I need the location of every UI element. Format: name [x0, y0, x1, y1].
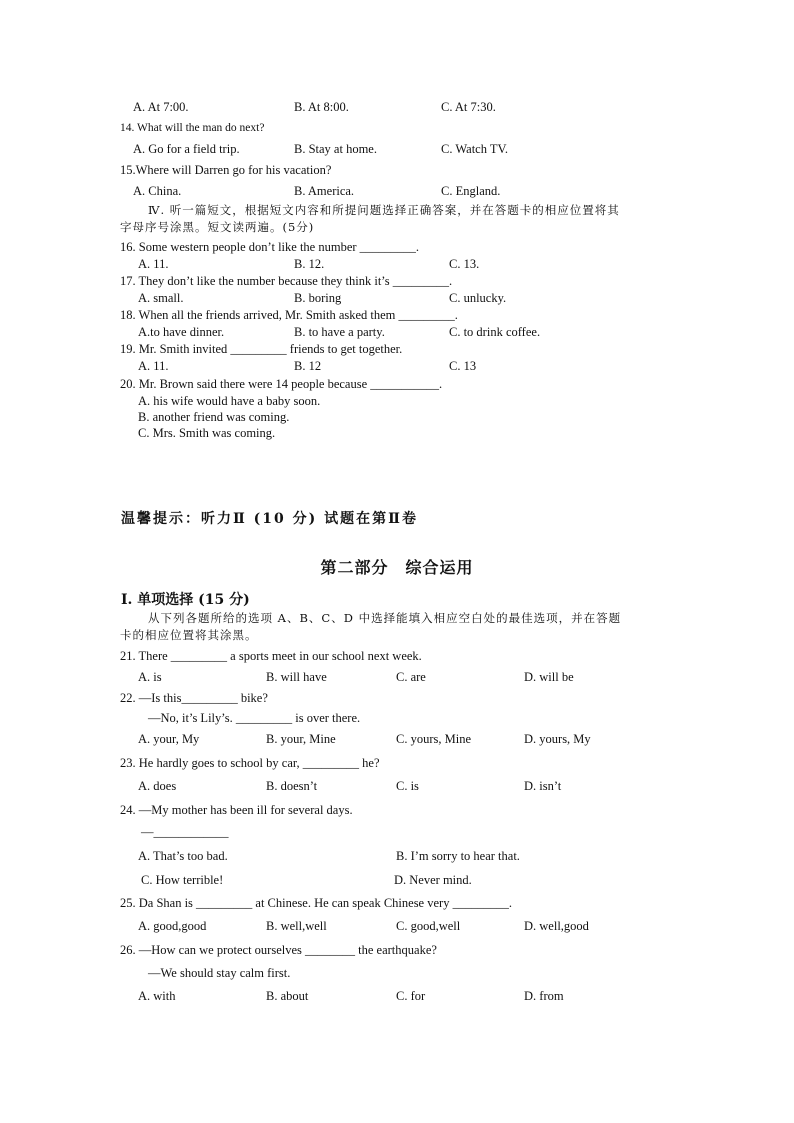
q14-question: 14. What will the man do next?	[120, 122, 265, 134]
q21-option-c: C. are	[396, 670, 426, 684]
q18-option-c: C. to drink coffee.	[449, 325, 541, 339]
q24-option-b: B. I’m sorry to hear that.	[396, 849, 520, 863]
q14-option-c: C. Watch TV.	[441, 142, 509, 156]
q24-option-d: D. Never mind.	[394, 873, 472, 887]
q23-option-d: D. isn’t	[524, 779, 562, 793]
q20-option-a: A. his wife would have a baby soon.	[138, 394, 321, 408]
q20-question: 20. Mr. Brown said there were 14 people because ___________.	[120, 377, 443, 391]
q23-question: 23. He hardly goes to school by car, _________ he?	[120, 756, 380, 770]
q21-option-d: D. will be	[524, 670, 574, 684]
q22-question: 22. —Is this_________ bike?	[120, 691, 268, 705]
q21-question: 21. There _________ a sports meet in our school next week.	[120, 649, 422, 663]
section1-instructions-line1: 从下列各题所给的选项 A、B、C、D 中选择能填入相应空白处的最佳选项，并在答题	[148, 611, 622, 625]
q17-option-a: A. small.	[138, 291, 184, 305]
q18-option-a: A.to have dinner.	[138, 325, 225, 339]
q19-question: 19. Mr. Smith invited _________ friends to get together.	[120, 342, 403, 356]
q26-response: —We should stay calm first.	[148, 966, 291, 980]
q25-option-b: B. well,well	[266, 919, 327, 933]
q15-option-b: B. America.	[294, 184, 355, 198]
q26-option-a: A. with	[138, 989, 176, 1003]
q13-option-c: C. At 7:30.	[441, 100, 496, 114]
q26-question: 26. —How can we protect ourselves ________ the earthquake?	[120, 943, 437, 957]
q24-response-blank: —____________	[141, 825, 229, 839]
q23-option-b: B. doesn’t	[266, 779, 318, 793]
q25-question: 25. Da Shan is _________ at Chinese. He can speak Chinese very _________.	[120, 896, 512, 910]
q21-option-a: A. is	[138, 670, 162, 684]
q13-option-b: B. At 8:00.	[294, 100, 349, 114]
q16-option-b: B. 12.	[294, 257, 325, 271]
q26-option-d: D. from	[524, 989, 564, 1003]
q25-option-a: A. good,good	[138, 919, 207, 933]
q25-option-d: D. well,good	[524, 919, 589, 933]
q26-option-b: B. about	[266, 989, 309, 1003]
q19-option-c: C. 13	[449, 359, 477, 373]
q21-option-b: B. will have	[266, 670, 327, 684]
q15-question: 15.Where will Darren go for his vacation?	[120, 163, 332, 177]
q19-option-b: B. 12	[294, 359, 322, 373]
q23-option-c: C. is	[396, 779, 419, 793]
q16-question: 16. Some western people don’t like the number _________.	[120, 240, 420, 254]
q24-option-a: A. That’s too bad.	[138, 849, 228, 863]
part2-title: 第二部分 综合运用	[320, 558, 474, 577]
q22-response: —No, it’s Lily’s. _________ is over there.	[148, 711, 361, 725]
q20-option-b: B. another friend was coming.	[138, 410, 290, 424]
q19-option-a: A. 11.	[138, 359, 169, 373]
q14-option-a: A. Go for a field trip.	[133, 142, 240, 156]
q17-question: 17. They don’t like the number because they think it’s _________.	[120, 274, 453, 288]
q22-option-a: A. your, My	[138, 732, 200, 746]
q26-option-c: C. for	[396, 989, 426, 1003]
q22-option-d: D. yours, My	[524, 732, 591, 746]
section1-title: Ⅰ. 单项选择 (15 分)	[121, 592, 250, 608]
q24-question: 24. —My mother has been ill for several days.	[120, 803, 353, 817]
q18-option-b: B. to have a party.	[294, 325, 385, 339]
q15-option-a: A. China.	[133, 184, 182, 198]
q16-option-c: C. 13.	[449, 257, 480, 271]
listening-tip: 温馨提示：听力Ⅱ (10 分) 试题在第Ⅱ卷	[121, 511, 418, 527]
q22-option-b: B. your, Mine	[266, 732, 336, 746]
q25-option-c: C. good,well	[396, 919, 461, 933]
section4-instructions-line2: 字母序号涂黑。短文读两遍。(5分)	[120, 220, 315, 234]
q15-option-c: C. England.	[441, 184, 501, 198]
q18-question: 18. When all the friends arrived, Mr. Smith asked them _________.	[120, 308, 458, 322]
q14-option-b: B. Stay at home.	[294, 142, 377, 156]
section1-instructions-line2: 卡的相应位置将其涂黑。	[120, 628, 258, 642]
q17-option-c: C. unlucky.	[449, 291, 507, 305]
q16-option-a: A. 11.	[138, 257, 169, 271]
q23-option-a: A. does	[138, 779, 177, 793]
q24-option-c: C. How terrible!	[141, 873, 224, 887]
section4-instructions-line1: Ⅳ. 听一篇短文，根据短文内容和所提问题选择正确答案，并在答题卡的相应位置将其	[148, 203, 620, 217]
q20-option-c: C. Mrs. Smith was coming.	[138, 426, 276, 440]
q17-option-b: B. boring	[294, 291, 342, 305]
q22-option-c: C. yours, Mine	[396, 732, 471, 746]
q13-option-a: A. At 7:00.	[133, 100, 189, 114]
